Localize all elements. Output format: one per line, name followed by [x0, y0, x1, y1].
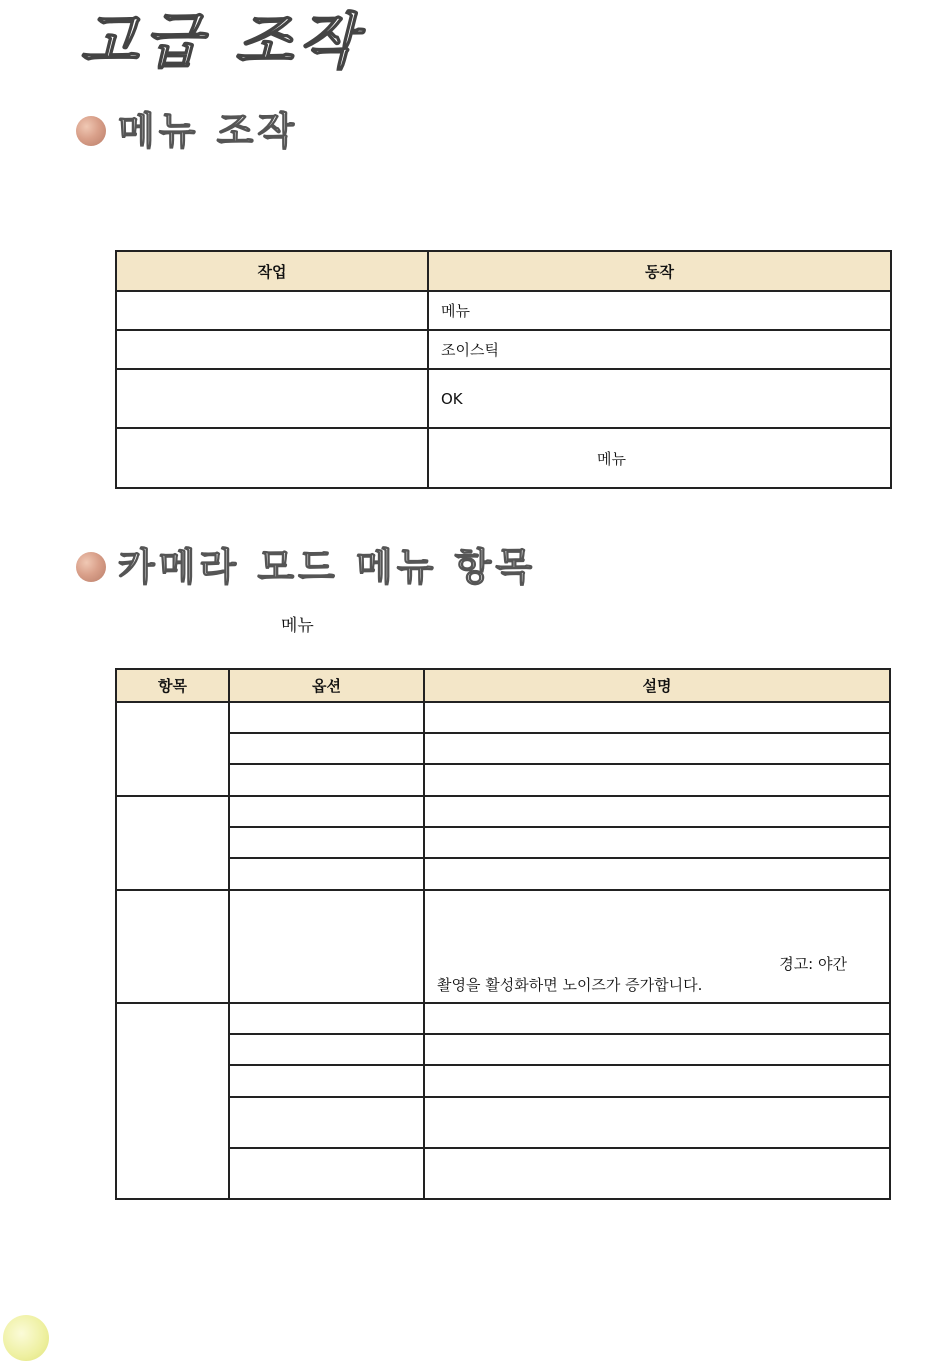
- table-row: [116, 827, 890, 858]
- column-header: 옵션: [229, 669, 424, 702]
- description-cell: [424, 1034, 890, 1065]
- description-cell: [424, 796, 890, 827]
- option-cell: [229, 1148, 424, 1199]
- table-row: [116, 428, 891, 488]
- section-heading-menu: [76, 109, 299, 153]
- table-row: [116, 733, 890, 764]
- description-cell: [424, 1097, 890, 1148]
- item-cell: [116, 702, 229, 796]
- camera-mode-menu-table: [115, 668, 891, 1200]
- table-cell-action: 조이스틱: [428, 330, 891, 369]
- option-cell: [229, 1065, 424, 1097]
- table-row: [116, 330, 891, 369]
- description-cell: [424, 733, 890, 764]
- description-cell: [424, 890, 890, 1003]
- column-header: 작업: [116, 251, 428, 291]
- table-row: [116, 764, 890, 796]
- column-header: 설명: [424, 669, 890, 702]
- table-cell-task: [116, 291, 428, 330]
- description-cell: [424, 827, 890, 858]
- table-cell-action: OK: [428, 369, 891, 428]
- table-row: [116, 1097, 890, 1148]
- table-cell-task: [116, 369, 428, 428]
- description-cell: [424, 702, 890, 733]
- option-cell: [229, 827, 424, 858]
- description-cell: [424, 764, 890, 796]
- page-title: 고급 조작: [80, 7, 363, 77]
- description-cell: [424, 858, 890, 890]
- table-row: [116, 369, 891, 428]
- table-header-row: [116, 251, 891, 291]
- table-row: [116, 858, 890, 890]
- section-heading-camera: [76, 545, 537, 589]
- warning-text-continued: 촬영을 활성화하면 노이즈가 증가합니다.: [437, 976, 703, 994]
- option-cell: [229, 858, 424, 890]
- bullet-icon: [76, 552, 106, 582]
- warning-text: 경고: 야간: [779, 955, 847, 973]
- item-cell: [116, 1003, 229, 1199]
- description-cell: [424, 1148, 890, 1199]
- option-cell: [229, 733, 424, 764]
- section-title: 메뉴 조작: [118, 109, 299, 153]
- table-cell-action: 메뉴: [428, 428, 891, 488]
- option-cell: [229, 890, 424, 1003]
- option-cell: [229, 1097, 424, 1148]
- option-cell: [229, 702, 424, 733]
- table-cell-task: [116, 428, 428, 488]
- description-cell: [424, 1065, 890, 1097]
- description-cell: [424, 1003, 890, 1034]
- option-cell: [229, 764, 424, 796]
- page-number-circle: [3, 1315, 49, 1361]
- intro-text: 메뉴: [281, 616, 314, 636]
- table-row: [116, 1003, 890, 1034]
- table-cell-task: [116, 330, 428, 369]
- bullet-icon: [76, 116, 106, 146]
- table-cell-action: 메뉴: [428, 291, 891, 330]
- column-header: 동작: [428, 251, 891, 291]
- item-cell: [116, 796, 229, 890]
- table-row: [116, 890, 890, 1003]
- column-header: 항목: [116, 669, 229, 702]
- table-row: [116, 291, 891, 330]
- table-header-row: [116, 669, 890, 702]
- option-cell: [229, 796, 424, 827]
- table-row: [116, 1148, 890, 1199]
- table-row: [116, 1065, 890, 1097]
- table-row: [116, 796, 890, 827]
- table-row: [116, 1034, 890, 1065]
- option-cell: [229, 1003, 424, 1034]
- menu-operations-table: [115, 250, 892, 489]
- table-row: [116, 702, 890, 733]
- item-cell: [116, 890, 229, 1003]
- option-cell: [229, 1034, 424, 1065]
- section-title: 카메라 모드 메뉴 항목: [118, 545, 537, 589]
